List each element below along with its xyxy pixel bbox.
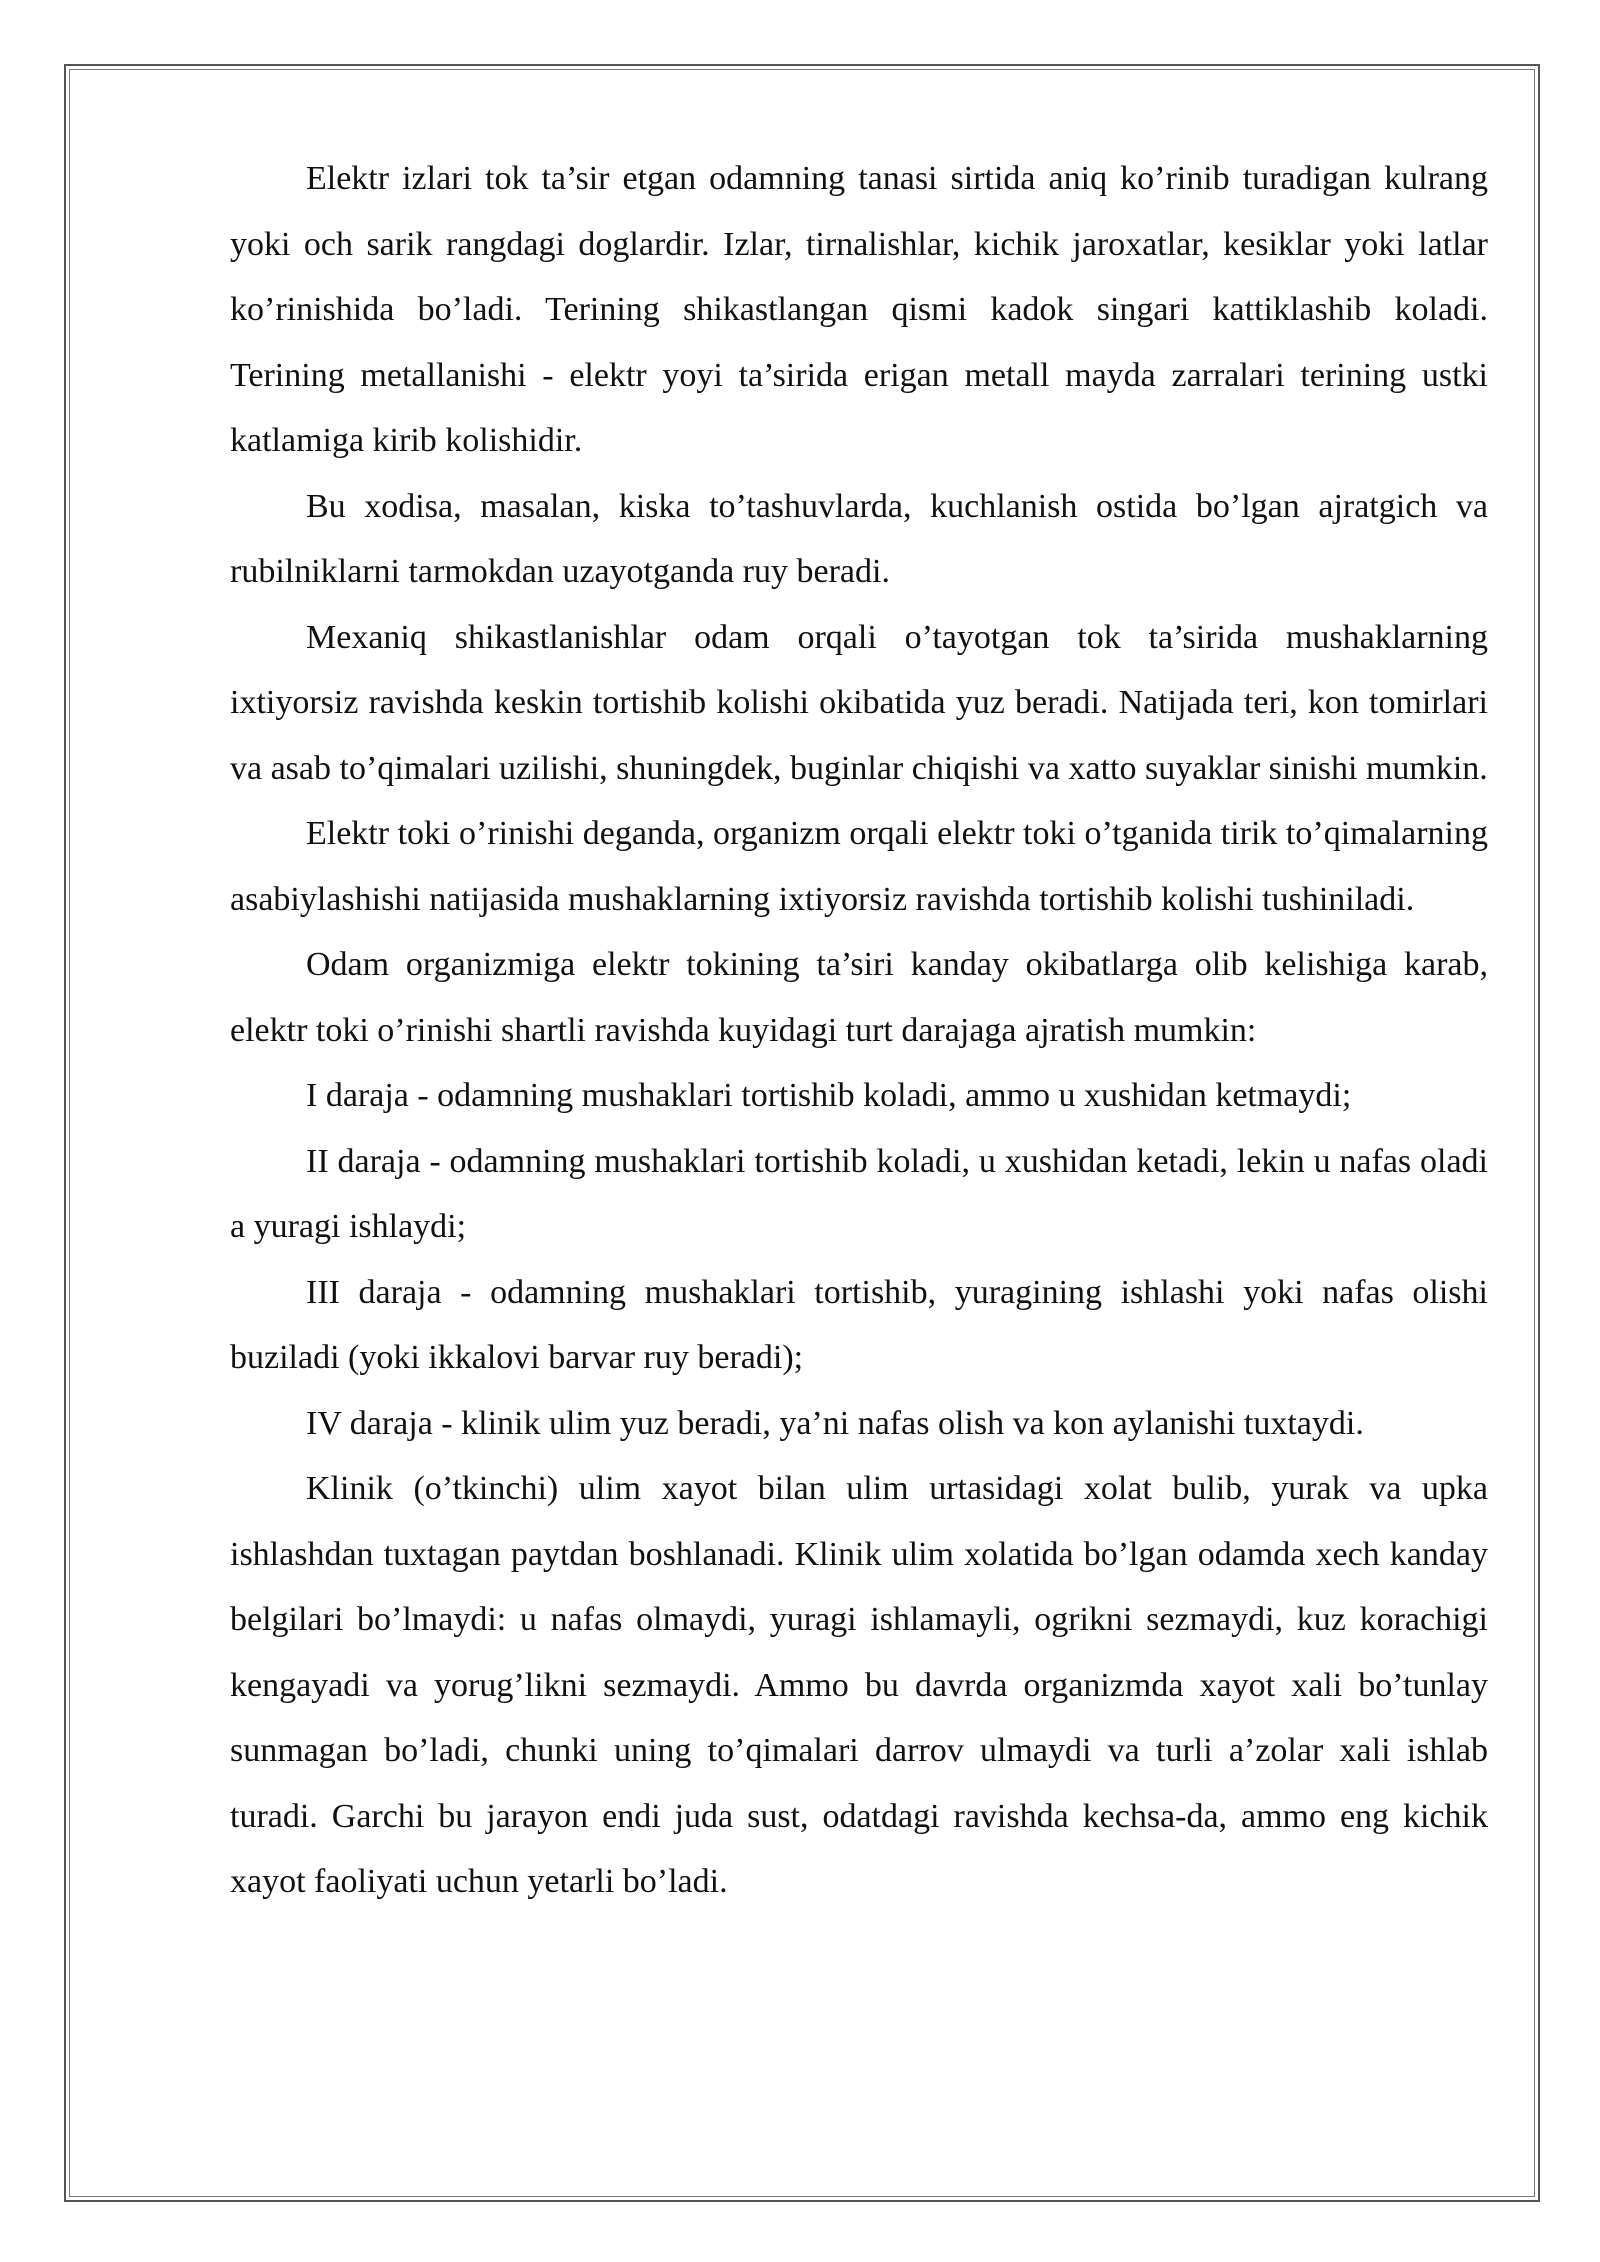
paragraph-clinical-death: Klinik (o’tkinchi) ulim xayot bilan ulim urtasidagi xolat bulib, yurak va upka ishlashdan tuxtagan paytdan boshlanadi. Klinik ulim xolatida bo’lgan odamda xech kanday belgilari bo’lmaydi: u nafas olmaydi, yuragi ishlamayli, ogrikni sezmaydi, kuz korachigi kengayadi va yorug’likni sezmaydi. Ammo bu davrda organizmda xayot xali bo’tunlay sunmagan bo’ladi, chunki uning to’qimalari darrov ulmaydi va turli a’zolar xali ishlab turadi. Garchi bu jarayon endi juda sust, odatdagi ravishda kechsa-da, ammo eng kichik xayot faoliyati uchun yetarli bo’ladi. xyxy=(230,1470,1488,1900)
paragraph-electric-marks: Elektr izlari tok ta’sir etgan odamning tanasi sirtida aniq ko’rinib turadigan kulrang yoki och sarik rangdagi doglardir. Izlar, tirnalishlar, kichik jaroxatlar, kesiklar yoki latlar ko’rinishida bo’ladi. Terining shikastlangan qismi kadok singari kattiklashib koladi. Terining metallanishi - elektr yoyi ta’sirida erigan metall mayda zarralari terining ustki katlamiga kirib kolishidir. xyxy=(230,160,1488,459)
paragraph-degree-4: IV daraja - klinik ulim yuz beradi, ya’ni nafas olish va kon aylanishi tuxtaydi. xyxy=(306,1404,1364,1442)
paragraph-mechanical-injuries: Mexaniq shikastlanishlar odam orqali o’tayotgan tok ta’sirida mushaklarning ixtiyorsiz ravishda keskin tortishib kolishi okibatida yuz beradi. Natijada teri, kon tomirlari va asab to’qimalari uzilishi, shuningdek, buginlar chiqishi va xatto suyaklar sinishi mumkin. xyxy=(230,618,1488,787)
paragraph-short-circuit: Bu xodisa, masalan, kiska to’tashuvlarda, kuchlanish ostida bo’lgan ajratgich va rubilniklarni tarmokdan uzayotganda ruy beradi. xyxy=(230,487,1488,590)
paragraph-electric-shock-definition: Elektr toki o’rinishi deganda, organizm orqali elektr toki o’tganida tirik to’qimalarning asabiylashishi natijasida mushaklarning ixtiyorsiz ravishda tortishib kolishi tushiniladi. xyxy=(230,815,1488,918)
paragraph-shock-degrees-intro: Odam organizmiga elektr tokining ta’siri kanday okibatlarga olib kelishiga karab, elektr toki o’rinishi shartli ravishda kuyidagi turt darajaga ajratish mumkin: xyxy=(230,946,1488,1049)
paragraph-degree-2: II daraja - odamning mushaklari tortishib koladi, u xushidan ketadi, lekin u nafas oladi a yuragi ishlaydi; xyxy=(230,1142,1488,1245)
paragraph-degree-1: I daraja - odamning mushaklari tortishib koladi, ammo u xushidan ketmaydi; xyxy=(306,1077,1352,1114)
paragraph-degree-3: III daraja - odamning mushaklari tortishib, yuragining ishlashi yoki nafas olishi buziladi (yoki ikkalovi barvar ruy beradi); xyxy=(230,1273,1488,1376)
document-body xyxy=(230,146,1488,1915)
